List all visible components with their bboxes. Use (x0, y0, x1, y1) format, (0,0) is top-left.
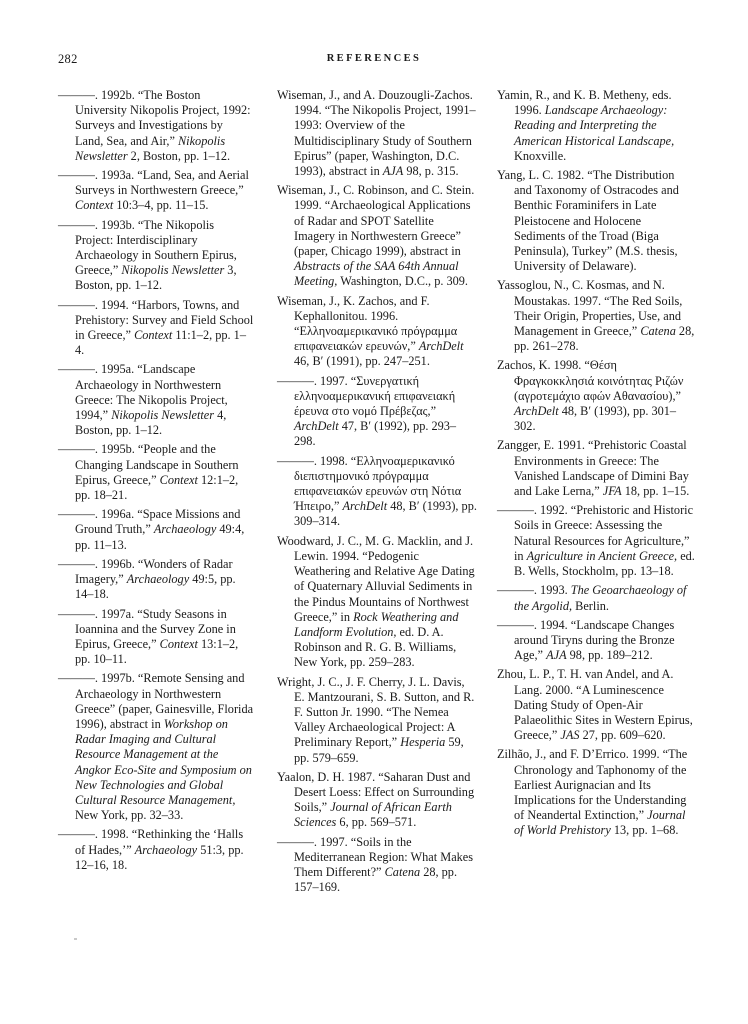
reference-text: ———. 1993a. “Land, Sea, and Aerial Surveys in Northwestern Greece,” (58, 168, 249, 198)
reference-italic-title: Context (75, 198, 114, 213)
reference-text: ———. 1993b. “The Nikopolis Project: Interdisciplinary Archaeology in Southern Epirus, Greece,” (58, 217, 237, 278)
reference-text: Wright, J. C., J. F. Cherry, J. L. Davis, E. Mantzourani, S. B. Sutton, and R. F. Sutton Jr. 1990. “The Nemea Valley Archaeological Project: A Preliminary Report,” (277, 674, 475, 750)
reference-entry (277, 374, 477, 450)
reference-italic-title: Nikopolis Newsletter (121, 263, 225, 278)
reference-italic-title: ArchDelt (294, 419, 339, 434)
reference-text: 3, Boston, pp. 1–12. (75, 263, 237, 293)
reference-text: Zachos, K. 1998. “Θέση Φραγκοκκλησιά κοινότητας Ριζών (αγροτεμάχιο αφών Αθανασίου),” (497, 358, 684, 403)
reference-text: 2, Boston, pp. 1–12. (127, 148, 231, 163)
reference-italic-title: Catena (384, 864, 421, 879)
reference-italic-title: ArchDelt (514, 404, 559, 419)
reference-text: Wiseman, J., C. Robinson, and C. Stein. 1999. “Archaeological Applications of Radar and SPOT Satellite Imagery in Northwestern Greece” (paper, Chicago 1999), abstract in (277, 183, 475, 259)
reference-entry (58, 557, 254, 603)
reference-entry (58, 168, 254, 214)
reference-text: ———. 1993. (497, 583, 571, 598)
reference-text: Zhou, L. P., T. H. van Andel, and A. Lang. 2000. “A Luminescence Dating Study of Open-Air Palaeolithic Sites in Western Epirus, Greece,” (497, 667, 693, 743)
reference-text: ———. 1992b. “The Boston University Nikopolis Project, 1992: Surveys and Investigations by Land, Sea, and Air,” (58, 88, 251, 148)
reference-text: 28, pp. 261–278. (514, 324, 695, 354)
running-head: REFERENCES (326, 53, 422, 64)
reference-text: Knoxville. (514, 148, 567, 163)
reference-text: 4, Boston, pp. 1–12. (75, 408, 227, 438)
reference-text: ———. 1994. “Landscape Changes around Tiryns during the Bronze Age,” (497, 617, 675, 663)
reference-text: Washington, D.C., p. 309. (337, 274, 469, 289)
reference-italic-title: Rock Weathering and Landform Evolution, (294, 609, 459, 639)
reference-italic-title: AJA (546, 648, 567, 663)
reference-text: Yamin, R., and K. B. Metheny, eds. 1996. (497, 88, 672, 118)
reference-entry (497, 168, 695, 274)
reference-entry (497, 278, 695, 354)
reference-text: 27, pp. 609–620. (579, 728, 666, 743)
reference-entry (58, 671, 254, 823)
reference-text: Zangger, E. 1991. “Prehistoric Coastal Environments in Greece: The Vanished Landscape of Dimini Bay and Lake Lerna,” (497, 438, 689, 499)
reference-text: 59, pp. 579–659. (294, 735, 464, 765)
reference-text: 98, p. 315. (403, 164, 459, 179)
reference-text: Wiseman, J., and A. Douzougli-Zachos. 1994. “The Nikopolis Project, 1991–1993: Overview of the Multidisciplinary Study of Southern Epirus” (paper, Washington, D.C. 1993), abstract in (277, 88, 476, 179)
reference-entry (277, 770, 477, 831)
reference-italic-title: Landscape Archaeology: Reading and Interpreting the American Historical Landscape, (514, 103, 675, 148)
reference-text: ———. 1997b. “Remote Sensing and Archaeology in Northwestern Greece” (paper, Gainesville, Florida 1996), abstract in (58, 671, 254, 731)
reference-italic-title: AJA (382, 164, 404, 179)
reference-italic-title: The Geoarchaeology of the Argolid, (514, 583, 687, 613)
reference-text: Berlin. (572, 598, 609, 613)
reference-text: 49:4, pp. 11–13. (75, 522, 245, 552)
reference-entry (277, 534, 477, 671)
reference-text: ———. 1994. “Harbors, Towns, and Prehistory: Survey and Field School in Greece,” (58, 297, 254, 343)
reference-entry (277, 454, 477, 530)
reference-entry (58, 298, 254, 359)
reference-text: ed. D. A. Robinson and R. G. B. Williams, New York, pp. 259–283. (294, 624, 457, 670)
reference-column-3 (497, 88, 695, 843)
reference-entry (58, 362, 254, 438)
gutter-mark (74, 938, 77, 940)
reference-text: ———. 1995b. “People and the Changing Landscape in Southern Epirus, Greece,” (58, 442, 239, 487)
reference-entry (58, 442, 254, 503)
reference-italic-title: ArchDelt (342, 499, 388, 514)
reference-text: ———. 1998. “Rethinking the ‘Halls of Hades,’” (58, 827, 244, 857)
reference-italic-title: Catena (640, 324, 676, 339)
reference-text: ———. 1997. “Soils in the Mediterranean Region: What Makes Them Different?” (277, 834, 474, 879)
reference-italic-title: Abstracts of the SAA 64th Annual Meeting, (294, 259, 459, 289)
reference-italic-title: Context (159, 636, 198, 651)
reference-text: New York, pp. 32–33. (75, 808, 184, 823)
reference-italic-title: ArchDelt (418, 339, 464, 354)
reference-entry (497, 438, 695, 499)
reference-text: 18, pp. 1–15. (621, 484, 690, 499)
reference-entry (58, 607, 254, 668)
reference-italic-title: Context (134, 328, 173, 343)
reference-text: 48, B′ (1993), pp. 309–314. (294, 499, 477, 529)
reference-entry (58, 827, 254, 873)
reference-text: Yaalon, D. H. 1987. “Saharan Dust and Desert Loess: Effect on Surrounding Soils,” (277, 769, 475, 815)
reference-entry (497, 88, 695, 164)
reference-text: ———. 1996b. “Wonders of Radar Imagery,” (58, 556, 233, 587)
reference-text: ———. 1997a. “Study Seasons in Ioannina and the Survey Zone in Epirus, Greece,” (58, 606, 236, 651)
reference-text: Woodward, J. C., M. G. Macklin, and J. Lewin. 1994. “Pedogenic Weathering and Relative Age Dating of Quaternary Alluvial Sediments in the Pindus Mountains of Northwest Greece,” in (277, 533, 475, 624)
reference-italic-title: Hesperia (400, 735, 446, 750)
reference-entry (277, 294, 477, 370)
reference-italic-title: Archaeology (134, 842, 198, 857)
reference-column-1 (58, 88, 254, 877)
reference-entry (497, 583, 695, 613)
page-number: 282 (58, 52, 78, 66)
reference-entry (277, 183, 477, 289)
reference-text: 47, B′ (1992), pp. 293–298. (294, 419, 457, 449)
reference-text: 6, pp. 569–571. (336, 815, 417, 830)
reference-text: ———. 1998. “Ελληνοαμερικανικό διεπιστημονικό πρόγραμμα επιφανειακών ερευνών στη Νότια Ήπειρο,” (277, 453, 462, 514)
reference-entry (277, 835, 477, 896)
reference-entry (497, 503, 695, 579)
reference-text: 48, B′ (1993), pp. 301–302. (514, 404, 677, 434)
reference-italic-title: Agriculture in Ancient Greece, (526, 548, 678, 563)
reference-italic-title: Archaeology (126, 572, 190, 587)
reference-entry (277, 88, 477, 179)
reference-text: Wiseman, J., K. Zachos, and F. Kephallonitou. 1996. “Ελληνοαμερικανικό πρόγραμμα επιφανειακών ερευνών,” (277, 293, 458, 354)
reference-column-2 (277, 88, 477, 899)
reference-entry (497, 618, 695, 664)
reference-italic-title: Context (159, 472, 198, 487)
reference-text: Yassoglou, N., C. Kosmas, and N. Moustakas. 1997. “The Red Soils, Their Origin, Properties, Use, and Management in Greece,” (497, 278, 683, 339)
reference-italic-title: Nikopolis Newsletter (75, 133, 226, 163)
reference-text: Yang, L. C. 1982. “The Distribution and Taxonomy of Ostracodes and Benthic Foraminifers in Late Pleistocene and Holocene Sediments of the Troad (Biga Peninsula), Turkey” (M.S. thesis, University of Delaware). (497, 168, 679, 274)
reference-italic-title: Journal of African Earth Sciences (294, 800, 452, 830)
reference-italic-title: Archaeology (153, 522, 217, 537)
reference-entry (58, 218, 254, 294)
reference-italic-title: Workshop on Radar Imaging and Cultural Resource Management at the Angkor Eco-Site and Symposium on New Technologies and Global Cultural Resource Management, (75, 716, 252, 807)
reference-text: 13, pp. 1–68. (610, 823, 679, 838)
reference-entry (58, 88, 254, 164)
reference-entry (277, 675, 477, 766)
reference-text: 46, B′ (1991), pp. 247–251. (294, 354, 430, 369)
reference-text: ———. 1992. “Prehistoric and Historic Soils in Greece: Assessing the Natural Resources for Agriculture,” in (497, 503, 694, 563)
reference-italic-title: Nikopolis Newsletter (111, 408, 215, 423)
reference-italic-title: JAS (560, 728, 580, 743)
reference-text: ed. B. Wells, Stockholm, pp. 13–18. (514, 548, 695, 579)
reference-text: 13:1–2, pp. 10–11. (75, 636, 239, 667)
reference-text: 28, pp. 157–169. (294, 864, 458, 895)
reference-entry (497, 358, 695, 434)
reference-text: 12:1–2, pp. 18–21. (75, 472, 239, 503)
reference-text: ———. 1996a. “Space Missions and Ground Truth,” (58, 507, 241, 537)
reference-text: 51:3, pp. 12–16, 18. (75, 842, 244, 872)
reference-italic-title: JFA (602, 484, 622, 499)
reference-italic-title: Journal of World Prehistory (514, 808, 686, 838)
reference-text: 98, pp. 189–212. (566, 648, 653, 663)
reference-text: ———. 1997. “Συνεργατική ελληνοαμερικανική επιφανειακή έρευνα στο νομό Πρέβεζας,” (277, 373, 456, 419)
reference-text: Zilhão, J., and F. D’Errico. 1999. “The Chronology and Taphonomy of the Earliest Aurignacian and Its Implications for the Understanding of Neandertal Extinction,” (497, 747, 688, 823)
reference-text: 49:5, pp. 14–18. (75, 572, 236, 602)
reference-text: 11:1–2, pp. 1–4. (75, 328, 246, 358)
reference-entry (497, 747, 695, 838)
reference-entry (497, 667, 695, 743)
reference-text: ———. 1995a. “Landscape Archaeology in Northwestern Greece: The Nikopolis Project, 1994,” (58, 362, 228, 423)
reference-entry (58, 507, 254, 553)
reference-text: 10:3–4, pp. 11–15. (113, 198, 209, 213)
